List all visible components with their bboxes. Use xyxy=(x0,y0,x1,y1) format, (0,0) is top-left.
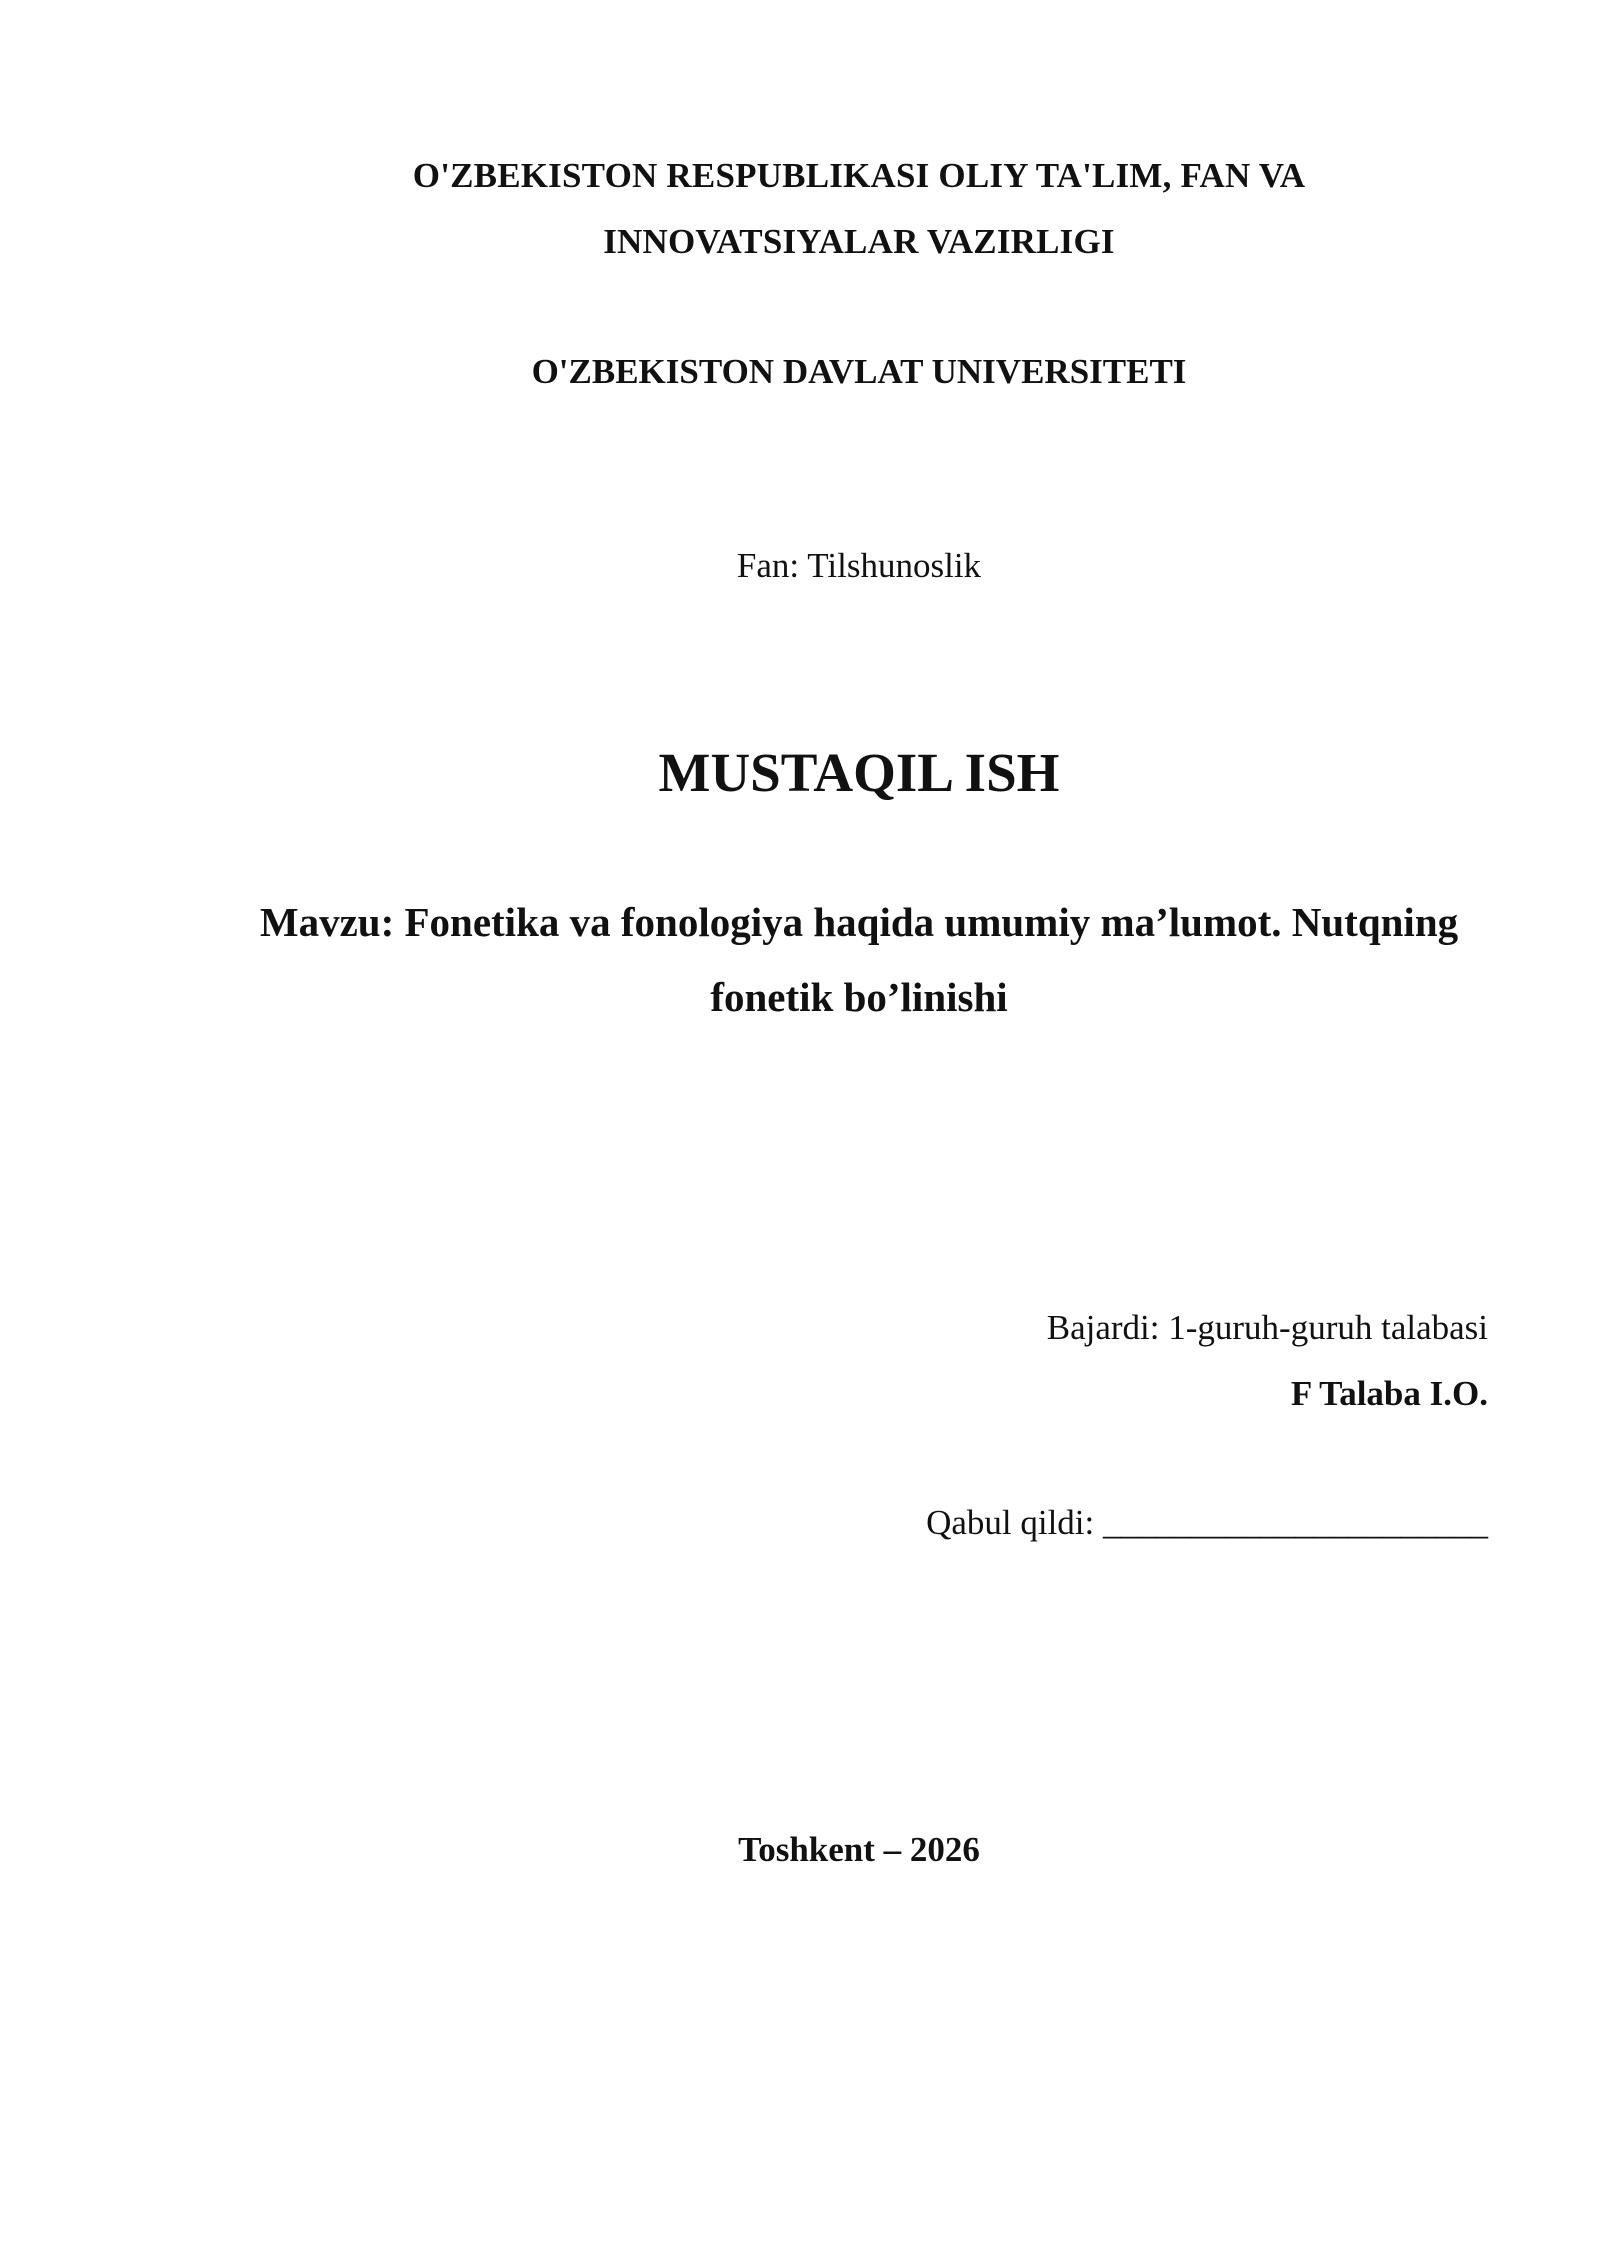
ministry-name-line-2: INNOVATSIYALAR VAZIRLIGI xyxy=(603,222,1115,261)
university-name: O'ZBEKISTON DAVLAT UNIVERSITETI xyxy=(531,352,1187,391)
subject-line: Fan: Tilshunoslik xyxy=(736,546,982,585)
student-name: F Talaba I.O. xyxy=(1290,1374,1488,1413)
city-year: Toshkent – 2026 xyxy=(738,1830,980,1869)
topic-line-2: fonetik bo’linishi xyxy=(710,974,1008,1020)
topic-line-1: Mavzu: Fonetika va fonologiya haqida umumiy ma’lumot. Nutqning xyxy=(259,899,1459,945)
ministry-name-line-1: O'ZBEKISTON RESPUBLIKASI OLIY TA'LIM, FAN VA xyxy=(412,156,1306,195)
performed-by-line: Bajardi: 1-guruh-guruh talabasi xyxy=(1046,1308,1488,1347)
accepted-by-line: Qabul qildi: ______________________ xyxy=(926,1503,1488,1542)
document-title: MUSTAQIL ISH xyxy=(658,742,1060,803)
